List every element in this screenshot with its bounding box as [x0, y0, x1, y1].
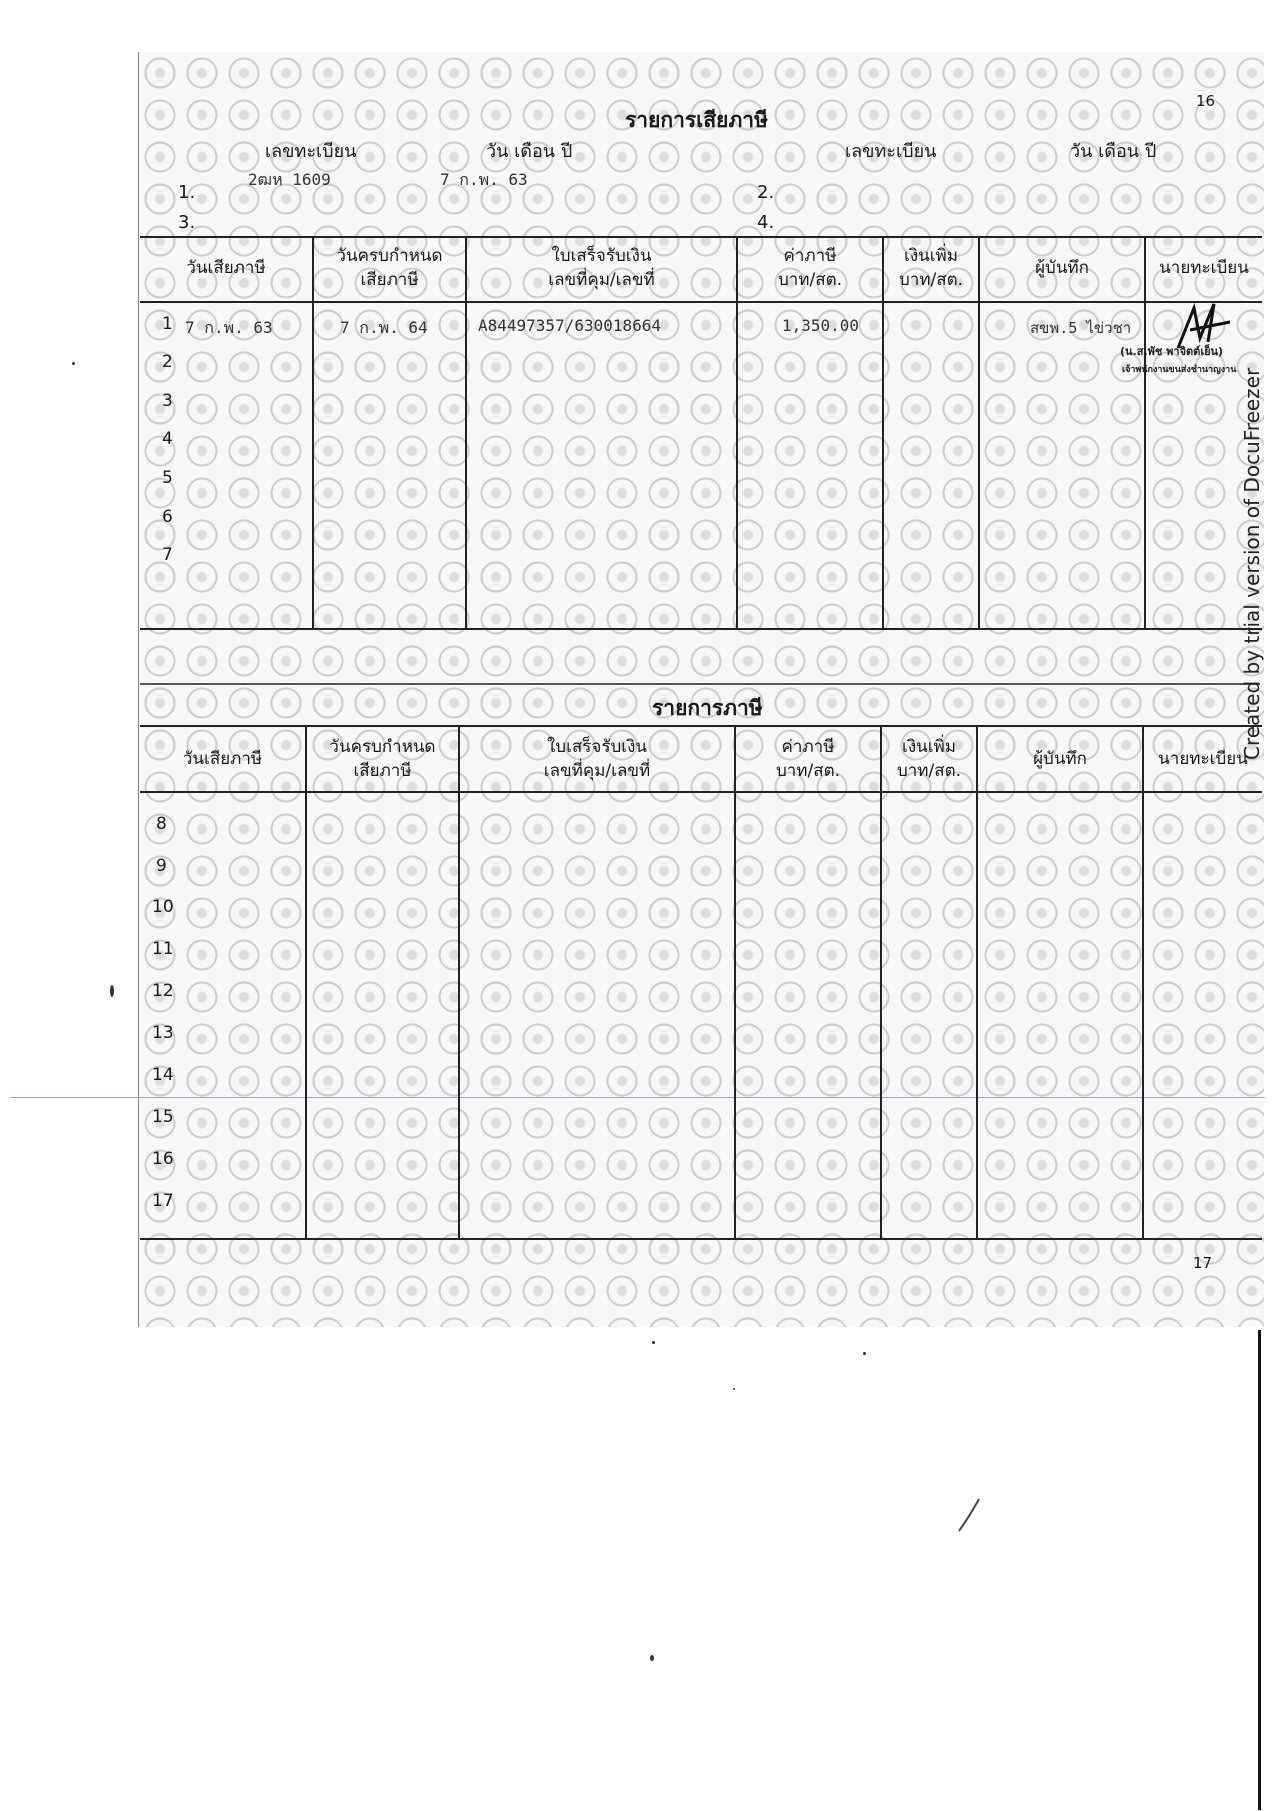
bottom-table-bottom-border — [140, 1238, 1262, 1240]
row1-due-date: 7 ก.พ. 64 — [340, 318, 428, 337]
top-header-receipt: ใบเสร็จรับเงิน เลขที่คุม/เลขที่ — [548, 246, 655, 290]
bottom-header-tax: ค่าภาษี บาท/สต. — [775, 737, 841, 781]
top-row-num-5: 5 — [162, 468, 173, 488]
bottom-row-num-16: 16 — [152, 1149, 174, 1169]
top-table-header-border — [140, 301, 1262, 303]
scan-speck — [652, 1341, 655, 1344]
top-table-top-border — [140, 236, 1262, 238]
scan-speck — [110, 985, 114, 997]
top-col-divider-3 — [736, 236, 738, 628]
bottom-header-pay-date: วันเสียภาษี — [182, 749, 263, 769]
bottom-col-divider-1 — [305, 725, 307, 1238]
top-row-num-7: 7 — [162, 545, 173, 565]
top-row-num-1: 1 — [162, 314, 173, 334]
date-label-1: วัน เดือน ปี — [486, 141, 573, 162]
top-header-due-date: วันครบกำหนด เสียภาษี — [336, 246, 443, 290]
row1-tax: 1,350.00 — [782, 316, 860, 335]
entry-reg-1: 2ฒห 1609 — [248, 170, 331, 189]
date-label-2: วัน เดือน ปี — [1070, 141, 1157, 162]
top-header-tax: ค่าภาษี บาท/สต. — [777, 246, 843, 290]
docufreezer-watermark: Created by trial version of DocuFreezer — [1240, 367, 1264, 760]
scan-speck — [733, 1388, 735, 1390]
top-col-divider-6 — [1144, 236, 1146, 628]
bottom-row-num-9: 9 — [156, 856, 167, 876]
top-col-divider-1 — [312, 236, 314, 628]
bottom-header-registrar: นายทะเบียน — [1158, 749, 1248, 769]
row1-recorder: สขพ.5 ไข่วชา — [1030, 319, 1132, 337]
bottom-col-divider-3 — [734, 725, 736, 1238]
scan-stroke — [955, 1495, 985, 1535]
bottom-col-divider-4 — [880, 725, 882, 1238]
bottom-header-recorder: ผู้บันทึก — [1033, 749, 1087, 769]
top-section-title: รายการเสียภาษี — [625, 108, 768, 132]
reg-no-label-1: เลขทะเบียน — [265, 141, 357, 162]
bottom-col-divider-5 — [976, 725, 978, 1238]
page-number-16: 16 — [1196, 92, 1216, 110]
signature-title: เจ้าพนักงานขนส่งชำนาญงาน — [1122, 365, 1237, 375]
bottom-row-num-13: 13 — [152, 1023, 174, 1043]
bottom-row-num-17: 17 — [152, 1191, 174, 1211]
bottom-table-top-border — [140, 725, 1262, 727]
top-header-registrar: นายทะเบียน — [1159, 258, 1249, 278]
bottom-section-title: รายการภาษี — [652, 696, 763, 720]
bottom-table-header-border — [140, 791, 1262, 793]
signature-name: (น.ส.พัช พาจิตต์เย็น) — [1120, 345, 1224, 358]
bottom-header-due-date: วันครบกำหนด เสียภาษี — [329, 737, 436, 781]
top-row-num-3: 3 — [162, 391, 173, 411]
bottom-row-num-8: 8 — [156, 814, 167, 834]
bottom-header-receipt: ใบเสร็จรับเงิน เลขที่คุม/เลขที่ — [543, 737, 651, 781]
section-separator — [140, 683, 1260, 685]
row1-pay-date: 7 ก.พ. 63 — [185, 318, 273, 337]
top-table-bottom-border — [140, 628, 1262, 630]
top-col-divider-5 — [978, 236, 980, 628]
page-number-17: 17 — [1193, 1254, 1213, 1272]
top-row-num-2: 2 — [162, 352, 173, 372]
scan-speck — [863, 1352, 866, 1355]
entry-num-1: 1. — [178, 182, 196, 203]
entry-num-2: 2. — [757, 182, 775, 203]
scan-speck — [72, 362, 75, 365]
top-header-recorder: ผู้บันทึก — [1035, 258, 1089, 278]
row1-receipt: A84497357/630018664 — [478, 316, 662, 335]
entry-num-3: 3. — [178, 212, 196, 233]
top-col-divider-4 — [882, 236, 884, 628]
scan-speck — [650, 1655, 654, 1661]
bottom-row-num-12: 12 — [152, 981, 174, 1001]
bottom-row-num-14: 14 — [152, 1065, 174, 1085]
bottom-col-divider-2 — [458, 725, 460, 1238]
top-header-pay-date: วันเสียภาษี — [186, 258, 266, 278]
entry-num-4: 4. — [757, 212, 775, 233]
top-col-divider-2 — [465, 236, 467, 628]
top-row-num-4: 4 — [162, 429, 173, 449]
entry-date-1: 7 ก.พ. 63 — [440, 170, 528, 189]
scan-artifact-line — [10, 1097, 1265, 1098]
top-row-num-6: 6 — [162, 507, 173, 527]
reg-no-label-2: เลขทะเบียน — [845, 141, 937, 162]
bottom-row-num-10: 10 — [152, 897, 174, 917]
bottom-col-divider-6 — [1142, 725, 1144, 1238]
top-header-surcharge: เงินเพิ่ม บาท/สต. — [898, 246, 964, 290]
page-right-border — [1258, 1330, 1261, 1810]
bottom-header-surcharge: เงินเพิ่ม บาท/สต. — [896, 737, 962, 781]
bottom-row-num-15: 15 — [152, 1107, 174, 1127]
bottom-row-num-11: 11 — [152, 939, 174, 959]
